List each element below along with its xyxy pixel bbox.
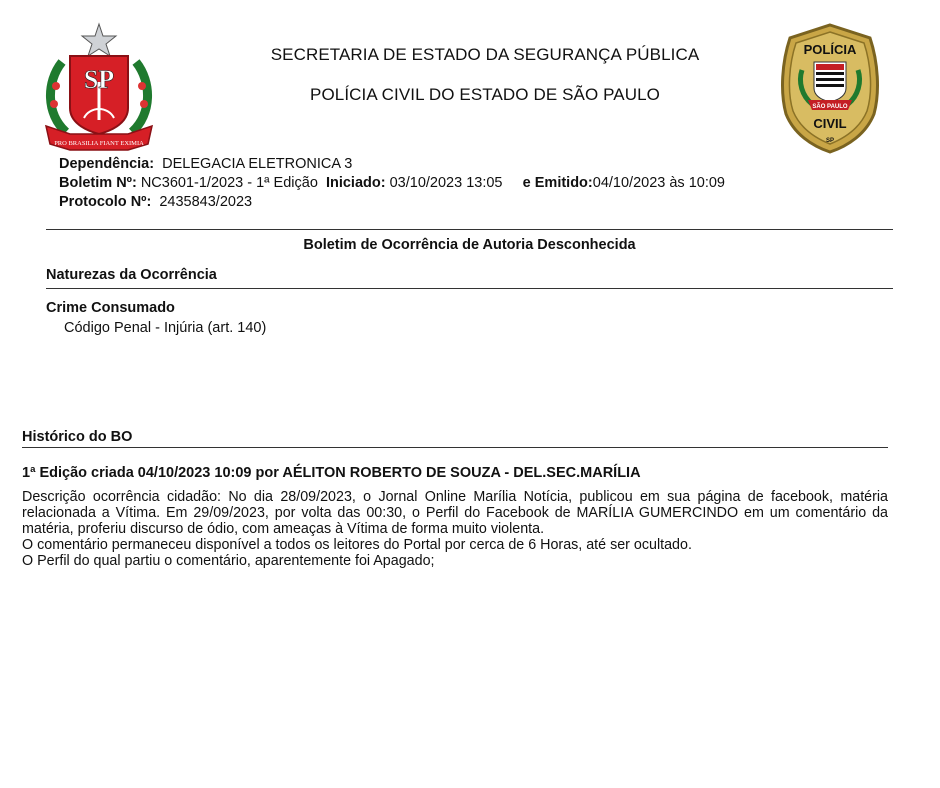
naturezas-heading: Naturezas da Ocorrência bbox=[46, 267, 217, 283]
badge-top-text: POLÍCIA bbox=[803, 42, 857, 57]
policia-civil-badge-icon bbox=[778, 22, 882, 154]
iniciado-value: 03/10/2023 13:05 bbox=[389, 175, 503, 191]
historico-body bbox=[22, 489, 888, 569]
meta-dependencia-row bbox=[59, 155, 352, 173]
crime-description: Código Penal - Injúria (art. 140) bbox=[64, 320, 267, 336]
sp-coat-of-arms-icon bbox=[40, 22, 158, 154]
historico-paragraph: O Perfil do qual partiu o comentário, aparentemente foi Apagado; bbox=[22, 553, 435, 569]
emitido-value: 04/10/2023 às 10:09 bbox=[592, 175, 725, 191]
edition-line: 1ª Edição criada 04/10/2023 10:09 por AÉLITON ROBERTO DE SOUZA - DEL.SEC.MARÍLIA bbox=[22, 465, 641, 481]
protocolo-value: 2435843/2023 bbox=[159, 194, 253, 210]
header-policia-civil: POLÍCIA CIVIL DO ESTADO DE SÃO PAULO bbox=[310, 85, 660, 104]
emitido-label: e Emitido: bbox=[522, 175, 593, 191]
historico-paragraph: Descrição ocorrência cidadão: No dia 28/09/2023, o Jornal Online Marília Notícia, publicou em sua página de facebook, matéria relacionada a Vítima. Em 29/09/2023, por volta das 00:30, o Perfil do Facebook de MARÍLIA GUMERCINDO em um comentário da matéria, proferiu discurso de ódio, com ameaças à Vítima de forma muito violenta. bbox=[22, 489, 888, 537]
divider bbox=[46, 229, 893, 230]
dependencia-label: Dependência: bbox=[59, 156, 155, 172]
divider bbox=[46, 288, 893, 289]
protocolo-label: Protocolo Nº: bbox=[59, 194, 152, 210]
badge-ribbon-text: SÃO PAULO bbox=[812, 104, 848, 110]
badge-bottom-text: CIVIL bbox=[813, 116, 847, 131]
historico-paragraph: O comentário permaneceu disponível a todos os leitores do Portal por cerca de 6 Horas, até ser ocultado. bbox=[22, 537, 692, 553]
seal-monogram: SP bbox=[83, 65, 115, 94]
meta-boletim-row bbox=[59, 174, 725, 192]
meta-protocolo-row bbox=[59, 193, 252, 211]
star-icon bbox=[82, 24, 116, 56]
header-secretaria: SECRETARIA DE ESTADO DA SEGURANÇA PÚBLICA bbox=[270, 45, 700, 64]
document-title: Boletim de Ocorrência de Autoria Desconhecida bbox=[303, 237, 636, 253]
dependencia-value: DELEGACIA ELETRONICA 3 bbox=[162, 156, 353, 172]
divider bbox=[22, 447, 888, 448]
boletim-label: Boletim Nº: bbox=[59, 175, 137, 191]
historico-heading: Histórico do BO bbox=[22, 429, 133, 445]
seal-motto: PRO BRASILIA FIANT EXIMIA bbox=[54, 140, 144, 147]
badge-tag-text: SP bbox=[825, 138, 835, 144]
boletim-value: NC3601-1/2023 - 1ª Edição bbox=[140, 175, 318, 191]
iniciado-label: Iniciado: bbox=[325, 175, 386, 191]
crime-type: Crime Consumado bbox=[46, 300, 175, 316]
